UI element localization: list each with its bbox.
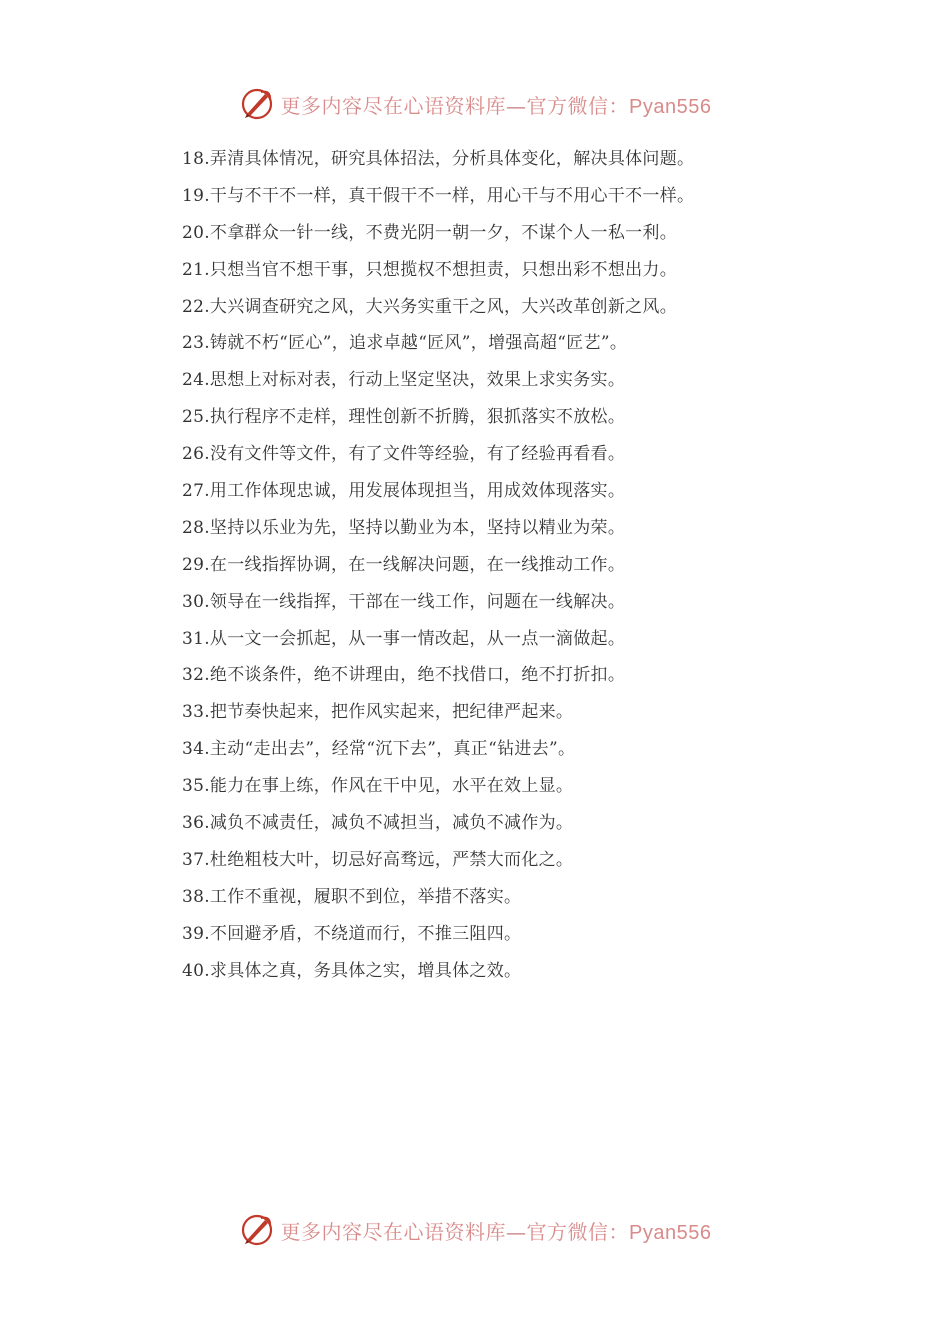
site-text: 更多内容尽在心语资料库 — [280, 93, 507, 118]
list-item: 19.干与不干不一样，真干假干不一样，用心干与不用心干不一样。 — [182, 185, 695, 206]
list-item: 24.思想上对标对表，行动上坚定坚决，效果上求实务实。 — [182, 370, 626, 391]
separator: — — [506, 93, 527, 118]
wechat-id: Pyan556 — [629, 1221, 712, 1244]
list-item: 33.把节奏快起来，把作风实起来，把纪律严起来。 — [182, 702, 574, 723]
list-item: 40.求具体之真，务具体之实，增具体之效。 — [182, 960, 522, 981]
site-text: 更多内容尽在心语资料库 — [280, 1219, 507, 1244]
header-watermark-text — [281, 90, 712, 119]
list-item: 38.工作不重视，履职不到位，举措不落实。 — [182, 886, 522, 907]
list-item: 26.没有文件等文件，有了文件等经验，有了经验再看看。 — [182, 444, 626, 465]
wechat-label: 官方微信： — [526, 1219, 630, 1244]
list-item: 25.执行程序不走样，理性创新不折腾，狠抓落实不放松。 — [182, 407, 626, 428]
wechat-id: Pyan556 — [629, 95, 712, 118]
slogan-list — [182, 144, 802, 992]
list-item: 27.用工作体现忠诚，用发展体现担当，用成效体现落实。 — [182, 481, 626, 502]
list-item: 32.绝不谈条件，绝不讲理由，绝不找借口，绝不打折扣。 — [182, 665, 626, 686]
list-item: 22.大兴调查研究之风，大兴务实重干之风，大兴改革创新之风。 — [182, 296, 678, 317]
list-item: 34.主动“走出去”，经常“沉下去”，真正“钻进去”。 — [182, 739, 576, 760]
list-item: 30.领导在一线指挥，干部在一线工作，问题在一线解决。 — [182, 591, 626, 612]
footer-watermark-text — [281, 1216, 712, 1245]
footer-watermark-banner — [0, 1212, 950, 1248]
list-item: 18.弄清具体情况，研究具体招法，分析具体变化，解决具体问题。 — [182, 149, 695, 169]
list-item: 39.不回避矛盾，不绕道而行，不推三阻四。 — [182, 923, 522, 944]
header-watermark-banner — [0, 86, 950, 122]
list-item: 21.只想当官不想干事，只想揽权不想担责，只想出彩不想出力。 — [182, 259, 678, 280]
list-item: 20.不拿群众一针一线，不费光阴一朝一夕，不谋个人一私一利。 — [182, 222, 678, 243]
list-item: 28.坚持以乐业为先，坚持以勤业为本，坚持以精业为荣。 — [182, 517, 626, 538]
list-item: 29.在一线指挥协调，在一线解决问题，在一线推动工作。 — [182, 554, 626, 575]
list-item: 23.铸就不朽“匠心”，追求卓越“匠风”，增强高超“匠艺”。 — [182, 333, 628, 354]
separator: — — [506, 1219, 527, 1244]
list-item: 37.杜绝粗枝大叶，切忌好高骛远，严禁大而化之。 — [182, 849, 574, 870]
list-item: 31.从一文一会抓起，从一事一情改起，从一点一滴做起。 — [182, 628, 626, 649]
quill-pen-logo-icon — [239, 1212, 275, 1248]
wechat-label: 官方微信： — [526, 93, 630, 118]
list-item: 35.能力在事上练，作风在干中见，水平在效上显。 — [182, 776, 574, 797]
quill-pen-logo-icon — [239, 86, 275, 122]
list-item: 36.减负不减责任，减负不减担当，减负不减作为。 — [182, 813, 574, 834]
